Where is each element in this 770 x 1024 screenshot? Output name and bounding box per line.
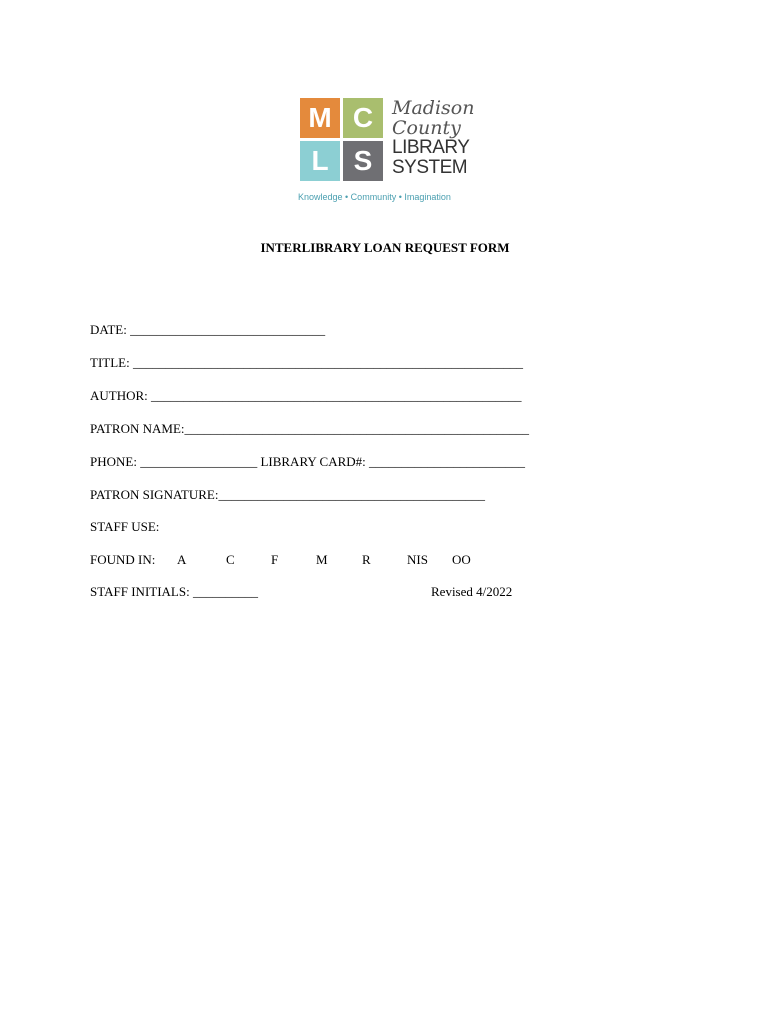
revised-date: Revised 4/2022 (431, 584, 513, 599)
found-in-label: FOUND IN: (90, 552, 156, 567)
author-field[interactable]: AUTHOR: _________________________________________________________ (90, 388, 522, 403)
logo-name-madison: Madison (392, 97, 475, 119)
patron-signature-field[interactable]: PATRON SIGNATURE:_________________________________________ (90, 487, 485, 502)
logo-tile-l: L (300, 141, 340, 181)
logo-tiles (298, 96, 384, 184)
found-in-option-a[interactable]: A (177, 552, 187, 567)
found-in-option-f[interactable]: F (271, 552, 279, 567)
found-in-option-oo[interactable]: OO (452, 552, 471, 567)
logo-name-library: LIBRARY (392, 137, 470, 158)
form-title: INTERLIBRARY LOAN REQUEST FORM (260, 240, 510, 255)
logo-tile-m: M (300, 98, 340, 138)
logo-name (392, 98, 482, 178)
logo-tile-c: C (343, 98, 383, 138)
staff-use-label: STAFF USE: (90, 519, 160, 534)
found-in-option-r[interactable]: R (362, 552, 371, 567)
date-field[interactable]: DATE: ______________________________ (90, 322, 326, 337)
phone-library-card-field[interactable]: PHONE: __________________ LIBRARY CARD#: ________________________ (90, 454, 526, 469)
found-in-option-m[interactable]: M (316, 552, 328, 567)
found-in-option-nis[interactable]: NIS (407, 552, 428, 567)
logo-name-system: SYSTEM (392, 157, 468, 178)
logo-tagline: Knowledge • Community • Imagination (298, 192, 451, 202)
patron-name-field[interactable]: PATRON NAME:_____________________________________________________ (90, 421, 530, 436)
title-field[interactable]: TITLE: ____________________________________________________________ (90, 355, 523, 370)
logo-tile-s: S (343, 141, 383, 181)
library-logo (298, 96, 478, 208)
logo-name-county: County (392, 117, 461, 139)
staff-initials-field[interactable]: STAFF INITIALS: __________ (90, 584, 258, 599)
found-in-row (90, 552, 510, 570)
found-in-option-c[interactable]: C (226, 552, 235, 567)
